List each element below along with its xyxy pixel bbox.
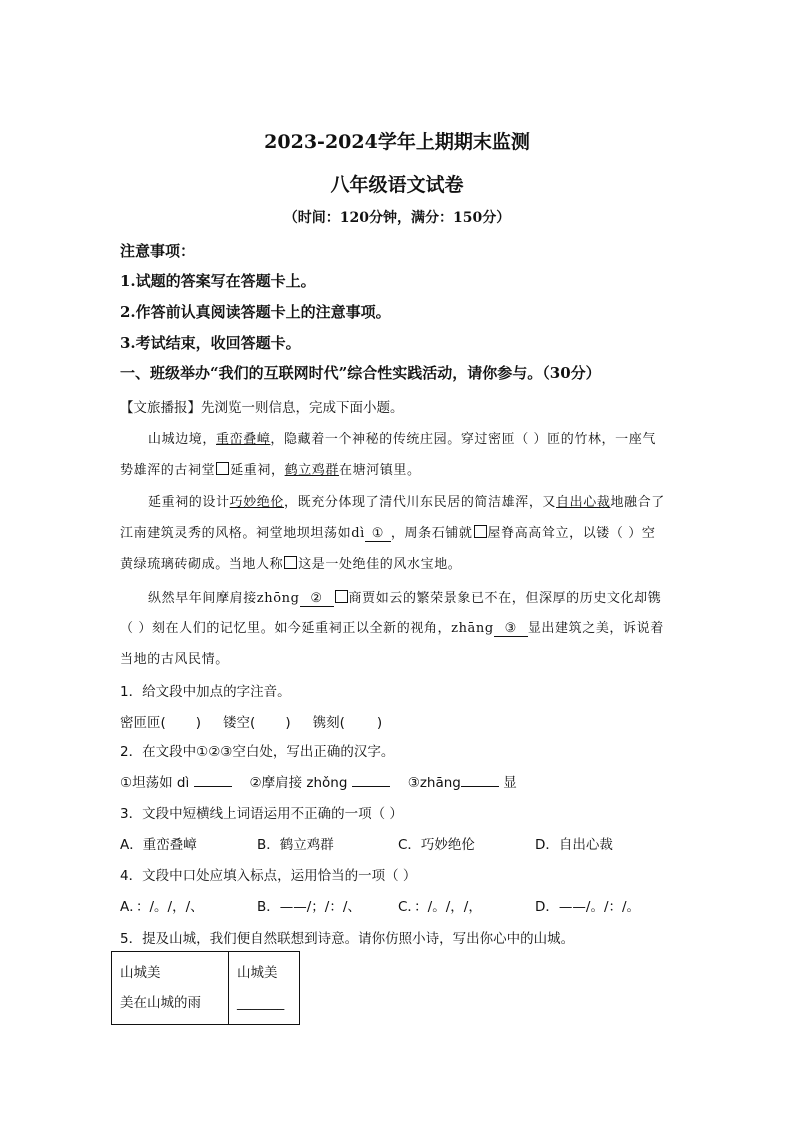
question-4-stem: 4．文段中口处应填入标点，运用恰当的一项（ ） xyxy=(120,868,417,884)
section-heading: 一、班级举办“我们的互联网时代”综合性实践活动，请你参与。（30分） xyxy=(120,364,601,382)
option-a[interactable]: A．：/。/，/、 xyxy=(120,899,204,915)
underlined-phrase: 自出心裁 xyxy=(556,495,611,510)
passage-line: （ ）刻在人们的记忆里。如今延重祠正以全新的视角，zhāng ③ 显出建筑之美，诉说着 xyxy=(120,621,664,636)
passage-line: 当地的古风民情。 xyxy=(120,652,229,667)
passage-line: 纵然早年间摩肩接zhōng ② 商贾如云的繁荣景象已不在，但深厚的历史文化却镌 xyxy=(148,591,662,606)
answer-blank[interactable] xyxy=(352,771,390,787)
punctuation-box xyxy=(335,590,348,603)
fill-blank-2[interactable]: ② xyxy=(300,591,334,607)
punctuation-box xyxy=(474,525,487,538)
answer-blank[interactable] xyxy=(461,771,499,787)
fill-blank-1[interactable]: ① xyxy=(365,526,391,542)
option-c[interactable]: C．巧妙绝伦 xyxy=(398,837,475,853)
intro-tag: 【文旅播报】 xyxy=(120,400,201,416)
passage-line: 江南建筑灵秀的风格。祠堂地坝坦荡如dì ① ，周条石铺就 屋脊高高耸立，以镂（ ）空 xyxy=(120,526,656,541)
question-3-stem: 3．文段中短横线上词语运用不正确的一项（ ） xyxy=(120,806,403,822)
passage-line: 山城边境，重峦叠嶂，隐藏着一个神秘的传统庄园。穿过密匝（ ）匝的竹林，一座气 xyxy=(148,432,656,447)
notice-item: 3.考试结束，收回答题卡。 xyxy=(120,334,301,352)
poem-example-cell: 山城美 美在山城的雨 xyxy=(112,952,229,1025)
option-b[interactable]: B．——/；/：/、 xyxy=(257,899,361,915)
underlined-phrase: 巧妙绝伦 xyxy=(229,495,285,510)
passage-line: 黄绿琉璃砖砌成。当地人称 这是一处绝佳的风水宝地。 xyxy=(120,557,462,572)
question-1-stem: 1．给文段中加点的字注音。 xyxy=(120,684,291,700)
exam-time-info: （时间：120分钟，满分：150分） xyxy=(283,210,511,226)
notice-item: 2.作答前认真阅读答题卡上的注意事项。 xyxy=(120,303,391,321)
question-5-stem: 5．提及山城，我们便自然联想到诗意。请你仿照小诗，写出你心中的山城。 xyxy=(120,931,575,947)
question-2-answers: ①坦荡如 dì ②摩肩接 zhǒng ③zhāng 显 xyxy=(120,771,517,791)
exam-title: 2023-2024学年上期期末监测 xyxy=(264,131,530,153)
option-b[interactable]: B．鹤立鸡群 xyxy=(257,837,334,853)
option-d[interactable]: D．自出心裁 xyxy=(535,837,613,853)
intro-line xyxy=(120,396,404,416)
option-a[interactable]: A．重峦叠嶂 xyxy=(120,837,197,853)
answer-blank[interactable] xyxy=(194,771,232,787)
question-2-stem: 2．在文段中①②③空白处，写出正确的汉字。 xyxy=(120,744,395,760)
punctuation-box xyxy=(216,462,229,475)
option-c[interactable]: C．：/。/，/， xyxy=(398,899,482,915)
poem-table xyxy=(111,951,300,1025)
passage-line: 延重祠的设计巧妙绝伦，既充分体现了清代川东民居的简洁雄浑，又自出心裁地融合了 xyxy=(148,495,665,510)
punctuation-box xyxy=(284,556,297,569)
intro-text: 先浏览一则信息，完成下面小题。 xyxy=(201,400,404,416)
fill-blank-3[interactable]: ③ xyxy=(494,621,528,637)
exam-subtitle: 八年级语文试卷 xyxy=(330,174,464,196)
notice-item: 1.试题的答案写在答题卡上。 xyxy=(120,272,316,290)
underlined-phrase: 重峦叠嶂 xyxy=(216,432,271,447)
poem-answer-cell[interactable]: 山城美 _______ xyxy=(229,952,300,1025)
passage-line: 势雄浑的古祠堂 延重祠，鹤立鸡群在塘河镇里。 xyxy=(120,463,421,478)
question-1-answers: 密匝匝( ) 镂空( ) 镌刻( ) xyxy=(120,715,383,731)
underlined-phrase: 鹤立鸡群 xyxy=(284,463,340,478)
notice-heading: 注意事项： xyxy=(120,242,196,260)
option-d[interactable]: D．——/。/：/。 xyxy=(535,899,641,915)
